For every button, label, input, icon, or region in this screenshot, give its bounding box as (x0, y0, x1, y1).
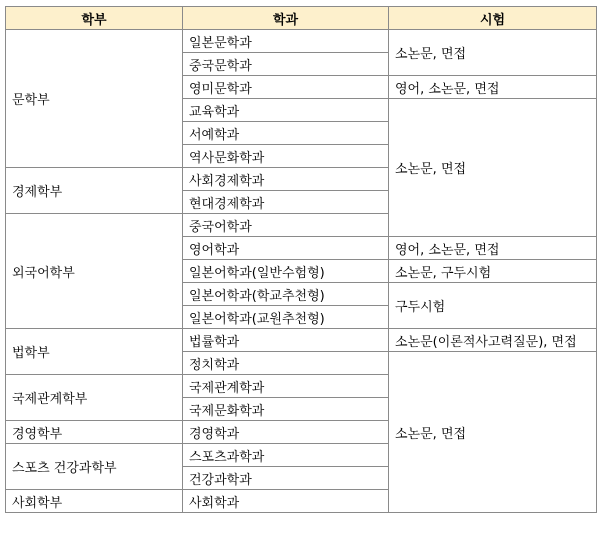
department-cell: 정치학과 (183, 352, 389, 375)
department-cell: 일본어학과(학교추천형) (183, 283, 389, 306)
exam-cell: 소논문, 면접 (389, 352, 597, 513)
faculty-cell: 사회학부 (6, 490, 183, 513)
exam-cell: 영어, 소논문, 면접 (389, 237, 597, 260)
department-cell: 법률학과 (183, 329, 389, 352)
department-cell: 서예학과 (183, 122, 389, 145)
exam-cell: 소논문, 면접 (389, 99, 597, 237)
header-row (6, 7, 597, 30)
exam-cell: 영어, 소논문, 면접 (389, 76, 597, 99)
department-cell: 국제관계학과 (183, 375, 389, 398)
department-cell: 현대경제학과 (183, 191, 389, 214)
faculty-cell: 경영학부 (6, 421, 183, 444)
header-department: 학과 (183, 7, 389, 30)
header-exam: 시험 (389, 7, 597, 30)
header-faculty: 학부 (6, 7, 183, 30)
exam-cell: 소논문, 면접 (389, 30, 597, 76)
exam-cell: 소논문(이론적사고력질문), 면접 (389, 329, 597, 352)
department-cell: 스포츠과학과 (183, 444, 389, 467)
department-cell: 일본문학과 (183, 30, 389, 53)
department-cell: 사회경제학과 (183, 168, 389, 191)
department-cell: 영어학과 (183, 237, 389, 260)
faculty-cell: 스포츠 건강과학부 (6, 444, 183, 490)
department-cell: 역사문화학과 (183, 145, 389, 168)
department-cell: 건강과학과 (183, 467, 389, 490)
faculty-cell: 법학부 (6, 329, 183, 375)
department-cell: 교육학과 (183, 99, 389, 122)
table-row (6, 30, 597, 53)
faculty-cell: 경제학부 (6, 168, 183, 214)
faculty-cell: 외국어학부 (6, 214, 183, 329)
faculty-cell: 문학부 (6, 30, 183, 168)
table-row (6, 329, 597, 352)
admission-table (5, 6, 597, 513)
department-cell: 중국문학과 (183, 53, 389, 76)
department-cell: 사회학과 (183, 490, 389, 513)
faculty-cell: 국제관계학부 (6, 375, 183, 421)
department-cell: 일본어학과(일반수험형) (183, 260, 389, 283)
department-cell: 일본어학과(교원추천형) (183, 306, 389, 329)
department-cell: 국제문화학과 (183, 398, 389, 421)
exam-cell: 소논문, 구두시험 (389, 260, 597, 283)
department-cell: 영미문학과 (183, 76, 389, 99)
department-cell: 경영학과 (183, 421, 389, 444)
department-cell: 중국어학과 (183, 214, 389, 237)
exam-cell: 구두시험 (389, 283, 597, 329)
